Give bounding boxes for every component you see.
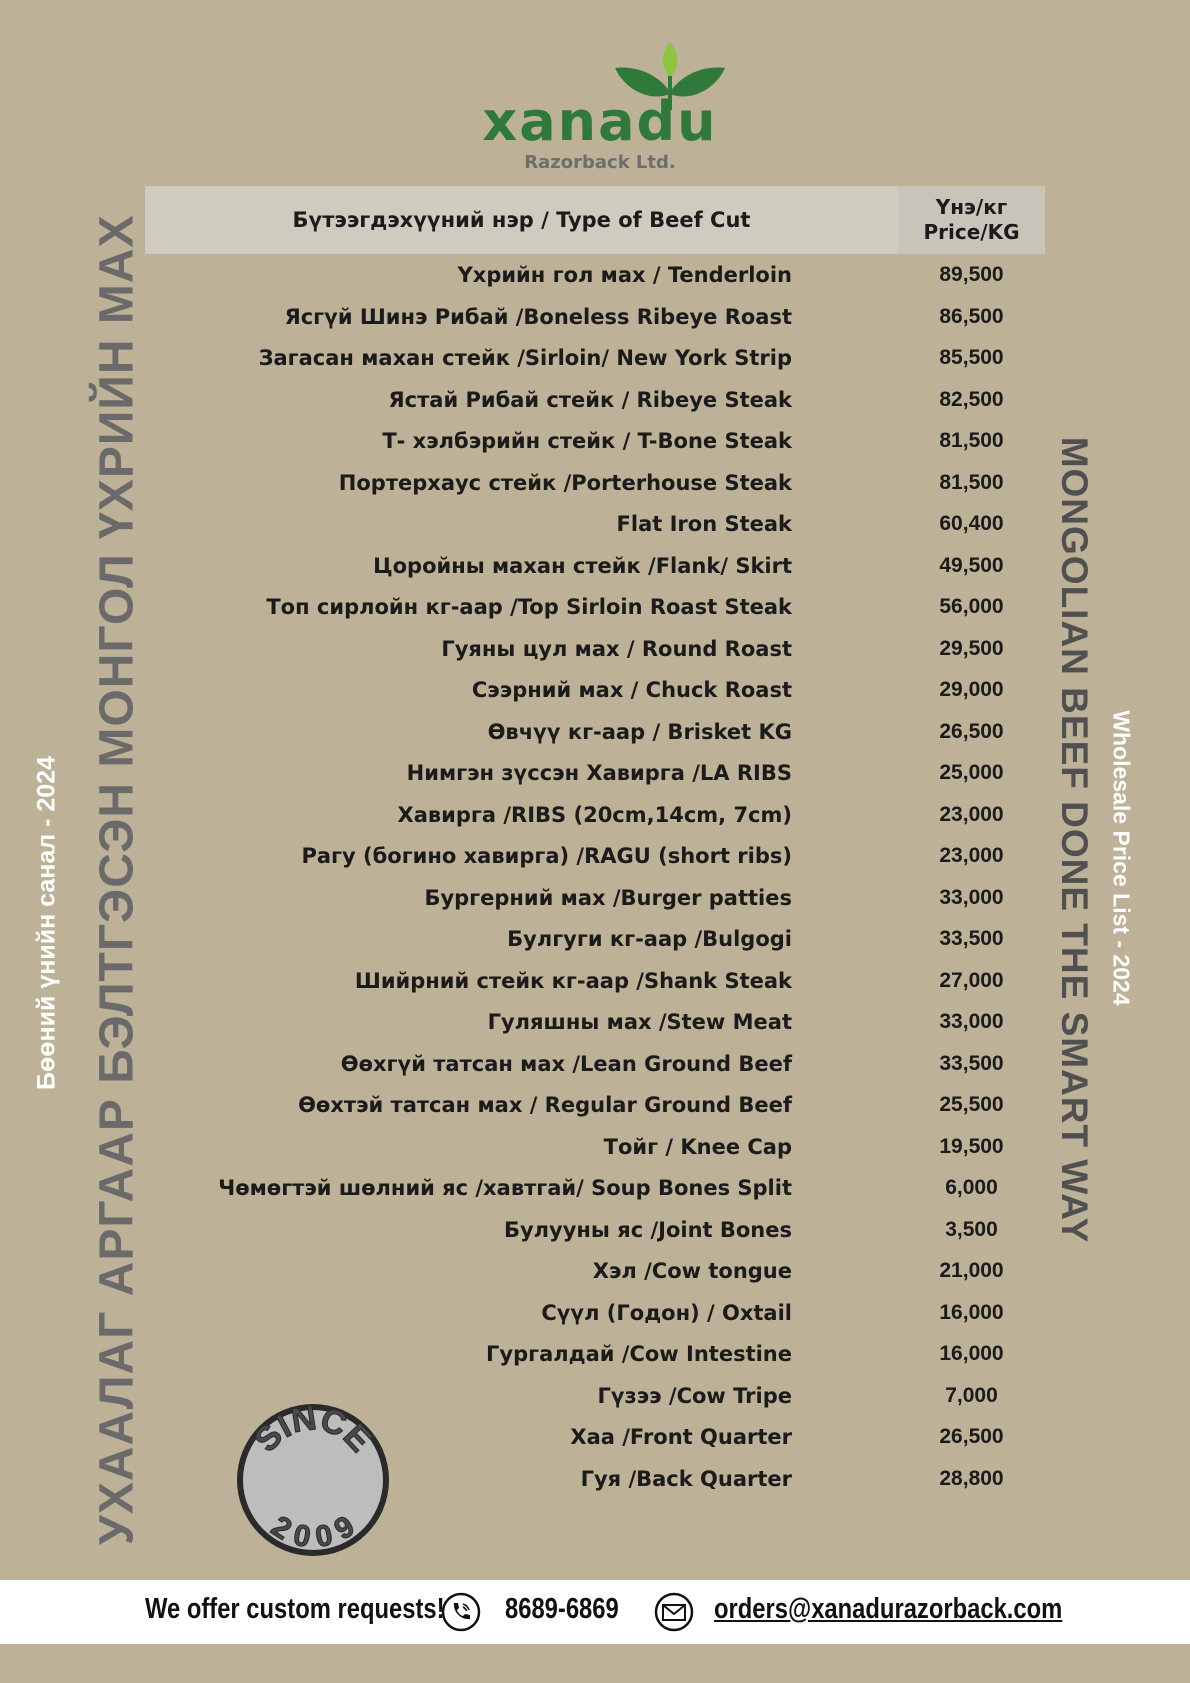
cut-name: Рагу (богино хавирга) /RAGU (short ribs) [301,844,792,868]
cut-price: 26,500 [939,1425,1004,1448]
table-row [145,1002,1045,1044]
cut-price: 33,500 [939,1051,1004,1075]
cut-price: 86,500 [939,304,1004,328]
phone-number[interactable]: 8689-6869 [505,1593,619,1625]
cut-name: Хэл /Cow tongue [592,1259,792,1283]
cut-price: 26,500 [939,719,1004,743]
cut-name: Бургерний мах /Burger patties [424,885,792,910]
table-row [145,961,1045,1003]
cut-price: 33,000 [939,1010,1004,1033]
cut-price: 28,800 [939,1466,1004,1490]
cut-price: 29,500 [939,636,1004,660]
table-row [145,1210,1045,1252]
cut-name: Үхрийн гол мах / Tenderloin [457,263,792,287]
table-row [145,463,1045,505]
cut-price: 82,500 [939,387,1004,411]
cut-price: 33,000 [939,885,1004,909]
cut-name: Өөхтэй татсан мах / Regular Ground Beef [298,1093,792,1117]
cut-name: Портерхаус стейк /Porterhouse Steak [338,470,792,495]
cut-price: 16,000 [939,1342,1004,1365]
brand-name: xanadu [482,90,718,153]
envelope-icon[interactable] [654,1592,694,1632]
table-row [145,546,1045,588]
cut-price: 3,500 [945,1217,998,1241]
cut-name: Булууны яс /Joint Bones [503,1217,792,1242]
cut-price: 60,400 [939,512,1004,535]
cut-name: Топ сирлойн кг-аар /Top Sirloin Roast Steak [266,595,792,619]
phone-icon[interactable] [441,1592,481,1632]
table-row [145,255,1045,297]
badge-top-text: SINCE [247,1400,379,1460]
table-row [145,1127,1045,1169]
slogan-mongolian: УХААЛАГ АРГААР БЭЛТГЭСЭН МОНГОЛ ҮХРИЙН МАХ [90,214,144,1545]
table-row [145,1334,1045,1376]
table-row [145,629,1045,671]
table-row [145,297,1045,339]
custom-requests-note: We offer custom requests! [145,1593,445,1625]
table-row [145,795,1045,837]
cut-price: 85,500 [939,346,1004,369]
column-header-price [898,186,1045,254]
cut-name: Гуяны цул мах / Round Roast [441,636,792,661]
cut-name: Гуя /Back Quarter [580,1466,792,1491]
table-row [145,1293,1045,1335]
brand-logo [470,32,730,177]
cut-price: 25,000 [939,761,1004,784]
cut-name: Өөхгүй татсан мах /Lean Ground Beef [340,1051,792,1076]
price-list-title-mongolian: Бөөний үнийн санал - 2024 [32,756,61,1090]
table-row [145,670,1045,712]
cut-price: 81,500 [939,470,1004,494]
column-header-cut: Бүтээгдэхүүний нэр / Type of Beef Cut [145,186,898,254]
table-row [145,878,1045,920]
cut-name: Сүүл (Годон) / Oxtail [541,1300,792,1325]
cut-name: Шийрний стейк кг-аар /Shank Steak [354,968,792,993]
table-row [145,1168,1045,1210]
cut-name: Булгуги кг-аар /Bulgogi [507,927,792,951]
table-row [145,1085,1045,1127]
table-row [145,712,1045,754]
cut-price: 25,500 [939,1093,1004,1116]
cut-name: Гуляшны мах /Stew Meat [487,1010,792,1034]
cut-price: 33,500 [939,927,1004,950]
cut-price: 27,000 [939,968,1004,992]
cut-name: Өвчүү кг-аар / Brisket KG [487,719,792,744]
table-row [145,504,1045,546]
cut-price: 7,000 [945,1383,998,1407]
table-row [145,421,1045,463]
table-row [145,836,1045,878]
slogan-english: MONGOLIAN BEEF DONE THE SMART WAY [1054,436,1095,1244]
contact-footer [0,1580,1190,1644]
cut-price: 56,000 [939,595,1004,618]
table-row [145,1044,1045,1086]
table-row [145,919,1045,961]
price-list-title-english: Wholesale Price List - 2024 [1108,710,1135,1006]
table-row [145,587,1045,629]
cut-price: 89,500 [939,263,1004,286]
cut-name: Хаа /Front Quarter [570,1425,792,1449]
cut-name: Цоройны махан стейк /Flank/ Skirt [373,553,792,578]
badge-bottom-text: 2009 [265,1509,361,1555]
table-row [145,1251,1045,1293]
cut-price: 6,000 [945,1176,998,1199]
cut-name: Flat Iron Steak [616,512,792,536]
cut-name: Загасан махан стейк /Sirloin/ New York Strip [258,346,792,370]
cut-name: Гүзээ /Cow Tripe [597,1383,792,1408]
cut-name: Нимгэн зүссэн Хавирга /LA RIBS [406,761,792,785]
cut-name: Хавирга /RIBS (20cm,14cm, 7cm) [397,802,792,827]
cut-price: 16,000 [939,1300,1004,1324]
brand-subtitle: Razorback Ltd. [524,152,676,173]
email-link[interactable]: orders@xanadurazorback.com [714,1593,1063,1625]
table-row [145,380,1045,422]
cut-price: 21,000 [939,1259,1004,1282]
column-header-price-mn: Үнэ/кг [935,195,1008,219]
cut-name: Гургалдай /Cow Intestine [486,1342,792,1366]
price-table-header [145,186,1045,254]
cut-price: 29,000 [939,678,1004,701]
cut-price: 23,000 [939,802,1004,826]
table-row [145,338,1045,380]
since-badge [233,1400,393,1560]
cut-name: Ястай Рибай стейк / Ribeye Steak [388,387,792,412]
cut-name: Сээрний мах / Chuck Roast [471,678,792,702]
cut-name: Чөмөгтэй шөлний яс /хавтгай/ Soup Bones Split [218,1176,792,1200]
cut-price: 49,500 [939,553,1004,577]
cut-name: Тойг / Knee Cap [603,1134,792,1159]
cut-price: 19,500 [939,1134,1004,1158]
cut-price: 23,000 [939,844,1004,867]
price-table-body [145,255,1045,1500]
table-row [145,753,1045,795]
cut-price: 81,500 [939,429,1004,452]
cut-name: Т- хэлбэрийн стейк / T-Bone Steak [382,429,792,453]
cut-name: Ясгүй Шинэ Рибай /Boneless Ribeye Roast [284,304,792,329]
column-header-price-en: Price/KG [923,220,1020,244]
